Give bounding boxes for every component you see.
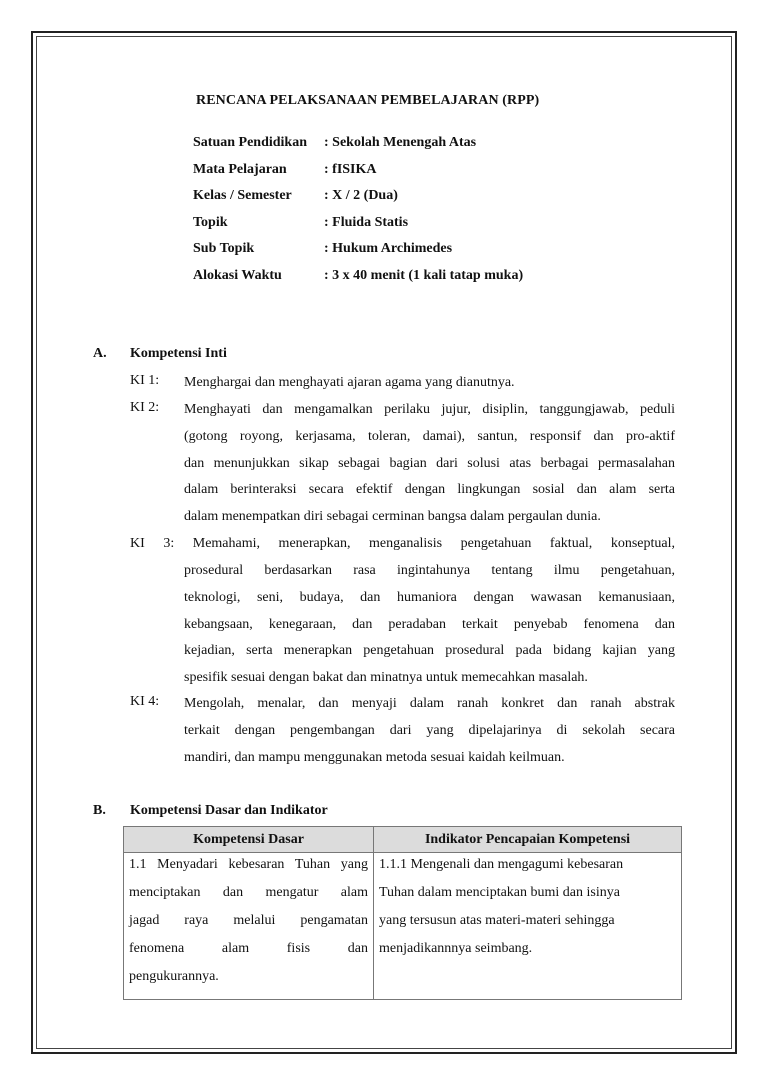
table-row xyxy=(124,853,682,1000)
ki-line: terkait dengan pengembangan dari yang dipelajarinya di sekolah secara xyxy=(184,722,675,738)
identity-row xyxy=(193,241,523,268)
identity-value: : fISIKA xyxy=(324,161,377,177)
ki-line: kebangsaan, kenegaraan, dan peradaban terkait penyebab fenomena dan xyxy=(184,616,675,632)
ki-line: Mengolah, menalar, dan menyaji dalam ranah konkret dan ranah abstrak xyxy=(184,696,675,711)
identity-row xyxy=(193,162,523,189)
cell-line: fenomena alam fisis dan xyxy=(129,941,368,956)
identity-key: Mata Pelajaran xyxy=(193,161,287,177)
ki-label: KI 4: xyxy=(130,694,160,709)
ki-line: mandiri, dan mampu menggunakan metoda sesuai kaidah keilmuan. xyxy=(184,749,565,765)
identity-value: : X / 2 (Dua) xyxy=(324,188,398,203)
section-letter: A. xyxy=(93,346,107,361)
identity-key: Sub Topik xyxy=(193,241,255,256)
ki-label: KI 1: xyxy=(130,373,160,388)
section-title: Kompetensi Dasar dan Indikator xyxy=(130,803,328,818)
identity-value: : 3 x 40 menit (1 kali tatap muka) xyxy=(324,267,524,283)
ki-line: teknologi, seni, budaya, dan humaniora dengan wawasan kemanusiaan, xyxy=(184,589,675,605)
cell-line: menciptakan dan mengatur alam xyxy=(129,885,368,900)
document-title: RENCANA PELAKSANAAN PEMBELAJARAN (RPP) xyxy=(196,93,540,108)
cell-line: jagad raya melalui pengamatan xyxy=(129,913,368,928)
identity-row xyxy=(193,135,523,162)
identity-key: Topik xyxy=(193,214,228,230)
identity-value: : Hukum Archimedes xyxy=(324,241,453,256)
ki-line: kejadian, serta menerapkan pengetahuan prosedural pada bidang kajian yang xyxy=(184,643,675,659)
ki-line: KI 3: Memahami, menerapkan, menganalisis pengetahuan faktual, konseptual, xyxy=(130,536,675,551)
ki-text xyxy=(184,561,675,695)
cell-line: menjadikannnya seimbang. xyxy=(379,941,533,956)
section-letter: B. xyxy=(93,803,106,818)
column-header: Kompetensi Dasar xyxy=(124,827,374,853)
identity-value: : Fluida Statis xyxy=(324,214,409,230)
ki-line: dan menunjukkan sikap sebagai bagian dari solusi atas berbagai permasalahan xyxy=(184,455,675,471)
competency-table xyxy=(123,826,682,1000)
identity-block xyxy=(193,135,523,294)
identity-row xyxy=(193,215,523,242)
identity-value: : Sekolah Menengah Atas xyxy=(324,135,477,150)
column-header: Indikator Pencapaian Kompetensi xyxy=(374,827,682,853)
cell-line: 1.1 Menyadari kebesaran Tuhan yang xyxy=(129,857,368,872)
ipk-cell xyxy=(374,853,682,1000)
ki-text xyxy=(184,400,675,534)
ki-line: dalam berinteraksi secara efektif dengan lingkungan sosial dan alam serta xyxy=(184,482,675,498)
section-title: Kompetensi Inti xyxy=(130,346,227,361)
ki-line: prosedural berdasarkan rasa ingintahunya tentang ilmu pengetahuan, xyxy=(184,563,675,578)
ki-label: KI 2: xyxy=(130,400,160,415)
ki-line: spesifik sesuai dengan bakat dan minatnya untuk memecahkan masalah. xyxy=(184,670,588,686)
ki-line: (gotong royong, kerjasama, toleran, damai), santun, responsif dan pro-aktif xyxy=(184,428,675,444)
identity-row xyxy=(193,188,523,215)
table-header-row xyxy=(124,827,682,853)
identity-row xyxy=(193,268,523,295)
kd-cell xyxy=(124,853,374,1000)
ki-line: Menghargai dan menghayati ajaran agama yang dianutnya. xyxy=(184,375,515,390)
identity-key: Kelas / Semester xyxy=(193,188,292,203)
cell-line: pengukurannya. xyxy=(129,969,219,984)
ki-text xyxy=(184,694,675,774)
ki-line: Menghayati dan mengamalkan perilaku jujur, disiplin, tanggungjawab, peduli xyxy=(184,402,675,417)
cell-line: yang tersusun atas materi-materi sehingga xyxy=(379,913,615,928)
ki-line: dalam menempatkan diri sebagai cerminan bangsa dalam pergaulan dunia. xyxy=(184,509,601,525)
identity-key: Satuan Pendidikan xyxy=(193,135,307,150)
ki-text xyxy=(184,373,675,400)
identity-key: Alokasi Waktu xyxy=(193,267,282,283)
cell-line: 1.1.1 Mengenali dan mengagumi kebesaran xyxy=(379,857,624,872)
cell-line: Tuhan dalam menciptakan bumi dan isinya xyxy=(379,885,620,900)
